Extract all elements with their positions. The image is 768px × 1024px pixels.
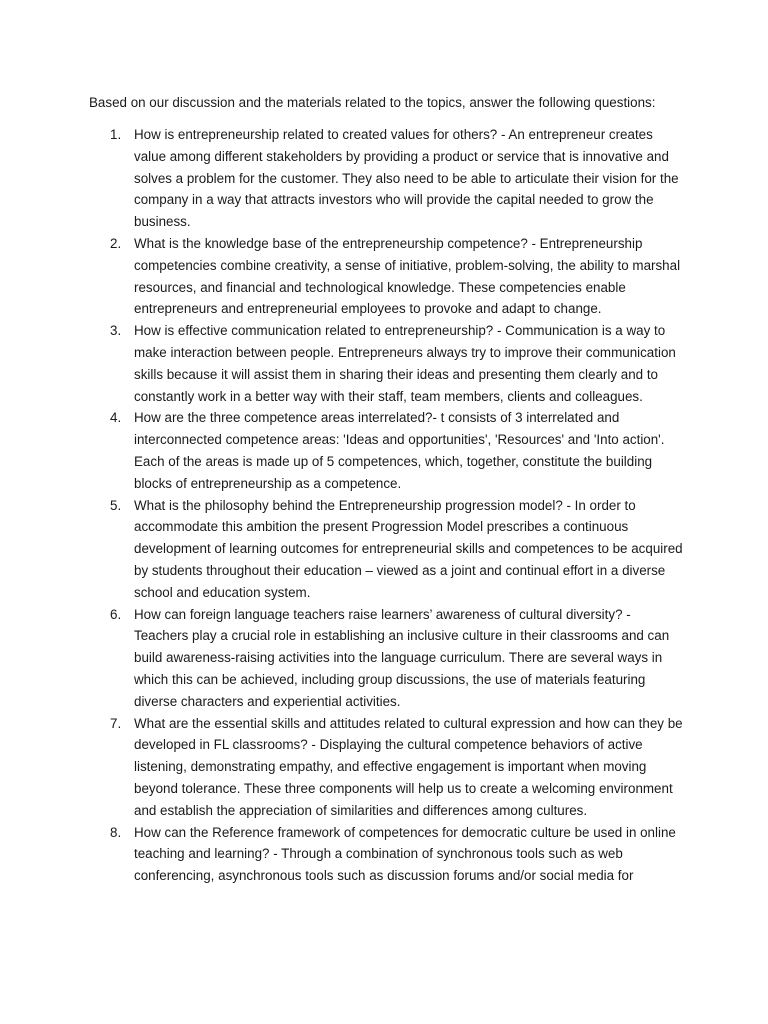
question-number: 1. <box>110 127 122 142</box>
question-item-2 <box>100 233 688 320</box>
question-number: 3. <box>110 323 122 339</box>
question-number: 5. <box>110 497 122 513</box>
question-number: 8. <box>110 824 122 840</box>
question-item-1 <box>100 124 688 233</box>
question-number: 2. <box>110 235 122 251</box>
question-text: What is the knowledge base of the entrepreneurship competence? - Entrepreneurship competencies combine creativity, a sense of initiative, problem-solving, the ability to marshal resources, and financial and technological knowledge. These competencies enable entrepreneurs and entrepreneurial employees to provoke and adapt to change. <box>134 235 681 317</box>
question-text: What is the philosophy behind the Entrepreneurship progression model? - In order to accommodate this ambition the present Progression Model prescribes a continuous development of learning outcomes for entrepreneurial skills and competences to be acquired by students throughout their education – viewed as a joint and continual effort in a diverse school and education system. <box>134 497 683 600</box>
question-text: How is entrepreneurship related to created values for others? - An entrepreneur creates value among different stakeholders by providing a product or service that is innovative and solves a problem for the customer. They also need to be able to articulate their vision for the company in a way that attracts investors who will provide the capital needed to grow the business. <box>134 127 679 230</box>
question-text: How is effective communication related to entrepreneurship? - Communication is a way to make interaction between people. Entrepreneurs always try to improve their communication skills because it will assist them in sharing their ideas and presenting them clearly and to constantly work in a better way with their staff, team members, clients and colleagues. <box>134 323 676 404</box>
question-number: 6. <box>110 606 122 622</box>
question-text: How can foreign language teachers raise learners’ awareness of cultural diversity? - Teachers play a crucial role in establishing an inclusive culture in their classrooms and can build awareness-raising activities into the language curriculum. There are several ways in which this can be achieved, including group discussions, the use of materials featuring diverse characters and experiential activities. <box>134 606 670 709</box>
question-item-3 <box>100 320 688 407</box>
question-number: 7. <box>110 715 122 731</box>
question-text: How can the Reference framework of competences for democratic culture be used in online teaching and learning? - Through a combination of synchronous tools such as web conferencing, asynchronous tools such as discussion forums and/or social media for <box>134 824 676 884</box>
question-text: What are the essential skills and attitudes related to cultural expression and how can they be developed in FL classrooms? - Displaying the cultural competence behaviors of active listening, demonstrating empathy, and effective engagement is important when moving beyond tolerance. These three components will help us to create a welcoming environment and establish the appreciation of similarities and differences among cultures. <box>134 715 683 818</box>
question-item-6 <box>100 604 688 713</box>
intro-paragraph: Based on our discussion and the materials related to the topics, answer the following questions: <box>89 95 656 110</box>
question-item-7 <box>100 713 688 822</box>
question-number: 4. <box>110 410 122 426</box>
question-item-4 <box>100 407 688 494</box>
questions-list <box>100 124 688 887</box>
question-item-5 <box>100 495 688 604</box>
question-text: How are the three competence areas interrelated?- t consists of 3 interrelated and interconnected competence areas: 'Ideas and opportunities', 'Resources' and 'Into action'. Each of the areas is made up of 5 competences, which, together, constitute the building blocks of entrepreneurship as a competence. <box>134 410 665 491</box>
question-item-8 <box>100 822 688 887</box>
